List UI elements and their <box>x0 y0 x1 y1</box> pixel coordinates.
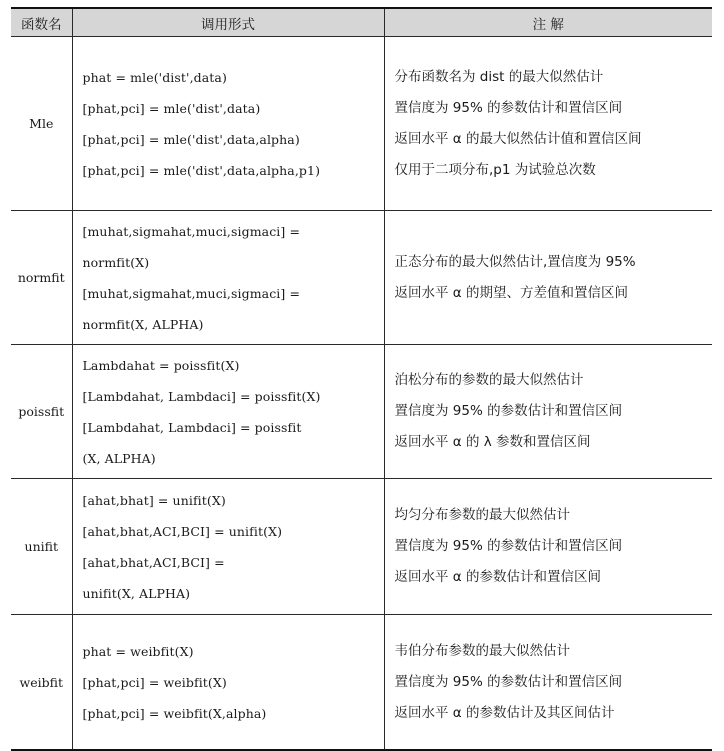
header-function-name: 函数名 <box>11 8 72 37</box>
function-name-cell: Mle <box>11 37 72 211</box>
call-form-line: [phat,pci] = weibfit(X) <box>82 674 227 690</box>
note-line: 均匀分布参数的最大似然估计 <box>394 507 570 523</box>
note-line: 返回水平 α 的最大似然估计值和置信区间 <box>394 130 642 147</box>
table-row <box>11 345 712 479</box>
call-form-line: (X, ALPHA) <box>82 450 156 466</box>
call-form-line: normfit(X, ALPHA) <box>82 316 204 332</box>
note-line: 返回水平 α 的参数估计和置信区间 <box>394 569 601 585</box>
call-form-line: [phat,pci] = weibfit(X,alpha) <box>82 705 267 721</box>
call-form-line: [muhat,sigmahat,muci,sigmaci] = <box>82 285 301 301</box>
table-row <box>11 479 712 615</box>
call-form-line: [ahat,bhat,ACI,BCI] = <box>82 554 225 570</box>
note-line: 返回水平 α 的期望、方差值和置信区间 <box>394 284 628 301</box>
table-row <box>11 37 712 211</box>
notes-cell <box>384 479 712 615</box>
note-line: 泊松分布的参数的最大似然估计 <box>394 372 584 388</box>
call-form-line: Lambdahat = poissfit(X) <box>82 357 240 373</box>
function-table <box>11 7 712 751</box>
notes-cell <box>384 37 712 211</box>
note-line: 返回水平 α 的参数估计及其区间估计 <box>394 704 615 721</box>
function-name-cell: unifit <box>11 479 72 615</box>
notes-cell <box>384 615 712 751</box>
function-table-container <box>11 7 712 751</box>
note-line: 置信度为 95% 的参数估计和置信区间 <box>394 538 623 554</box>
call-form-line: [ahat,bhat,ACI,BCI] = unifit(X) <box>82 523 283 539</box>
function-name-cell: weibfit <box>11 615 72 751</box>
call-form-line: [phat,pci] = mle('dist',data,alpha,p1) <box>82 162 321 178</box>
note-line: 返回水平 α 的 λ 参数和置信区间 <box>394 434 591 450</box>
note-line: 分布函数名为 dist 的最大似然估计 <box>394 68 604 85</box>
note-line: 韦伯分布参数的最大似然估计 <box>394 642 570 659</box>
call-form-cell <box>72 37 384 211</box>
call-form-cell <box>72 615 384 751</box>
table-header-row <box>11 8 712 37</box>
call-form-cell <box>72 479 384 615</box>
note-line: 置信度为 95% 的参数估计和置信区间 <box>394 403 623 419</box>
note-line: 置信度为 95% 的参数估计和置信区间 <box>394 673 623 690</box>
header-call-form: 调用形式 <box>72 8 384 37</box>
call-form-cell <box>72 211 384 345</box>
header-notes: 注 解 <box>384 8 712 37</box>
call-form-line: [phat,pci] = mle('dist',data,alpha) <box>82 131 300 147</box>
function-name-cell: poissfit <box>11 345 72 479</box>
note-line: 仅用于二项分布,p1 为试验总次数 <box>394 161 596 178</box>
call-form-line: unifit(X, ALPHA) <box>82 585 191 601</box>
call-form-line: phat = weibfit(X) <box>82 643 194 659</box>
table-row <box>11 615 712 751</box>
notes-cell <box>384 211 712 345</box>
table-row <box>11 211 712 345</box>
call-form-line: phat = mle('dist',data) <box>82 69 227 85</box>
call-form-line: [Lambdahat, Lambdaci] = poissfit <box>82 419 302 435</box>
call-form-line: [ahat,bhat] = unifit(X) <box>82 492 226 508</box>
note-line: 置信度为 95% 的参数估计和置信区间 <box>394 99 623 116</box>
call-form-line: [phat,pci] = mle('dist',data) <box>82 100 261 116</box>
call-form-line: [muhat,sigmahat,muci,sigmaci] = <box>82 223 301 239</box>
function-name-cell: normfit <box>11 211 72 345</box>
notes-cell <box>384 345 712 479</box>
call-form-cell <box>72 345 384 479</box>
note-line: 正态分布的最大似然估计,置信度为 95% <box>394 253 636 270</box>
call-form-line: [Lambdahat, Lambdaci] = poissfit(X) <box>82 388 321 404</box>
call-form-line: normfit(X) <box>82 254 150 270</box>
